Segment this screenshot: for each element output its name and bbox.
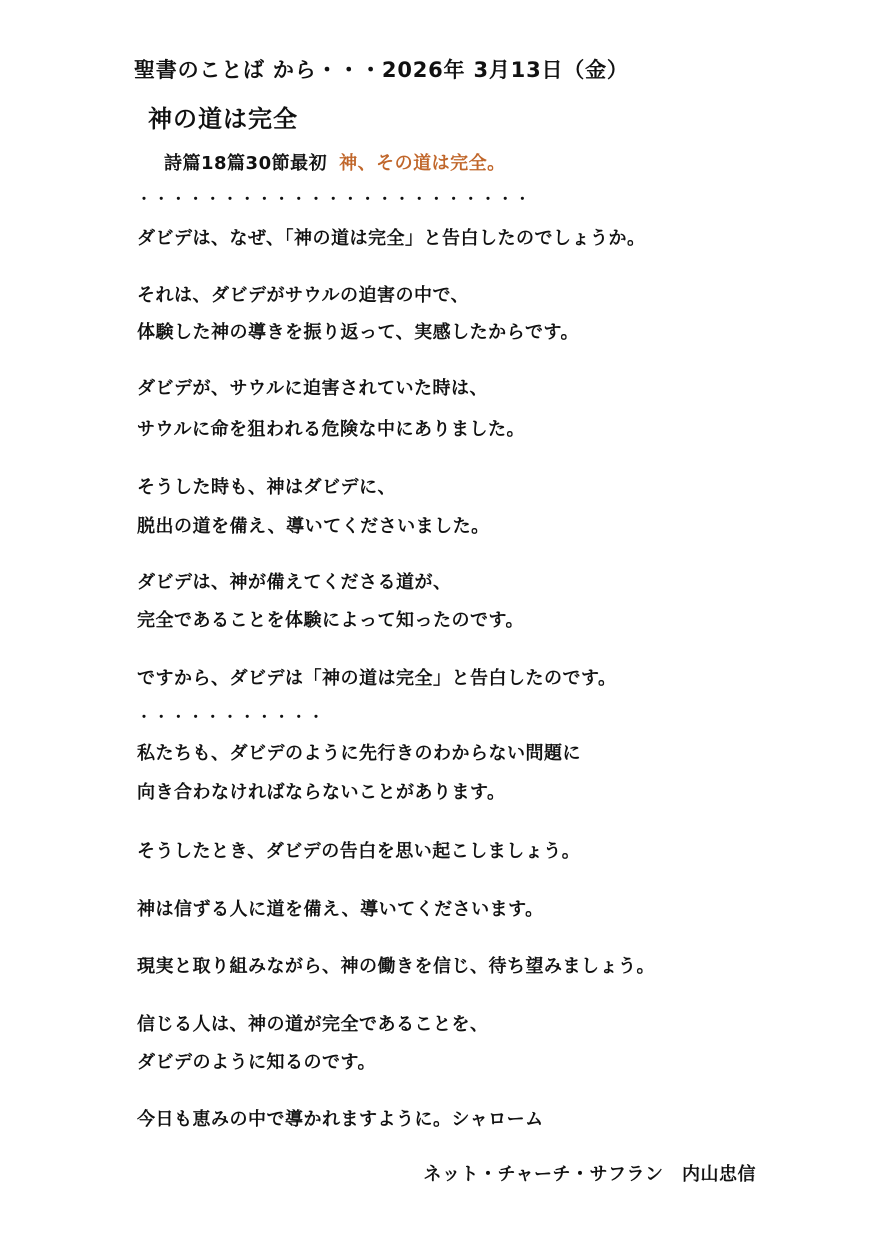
body-line-3: 体験した神の導きを振り返って、実感したからです。 <box>137 322 580 343</box>
body-line-14: 神は信ずる人に道を備え、導いてくださいます。 <box>137 899 544 920</box>
body-line-15: 現実と取り組みながら、神の働きを信じ、待ち望みましょう。 <box>137 956 655 977</box>
body-line-7: 脱出の道を備え、導いてくださいました。 <box>137 516 490 537</box>
scripture-reference-line <box>164 152 506 176</box>
body-line-9: 完全であることを体験によって知ったのです。 <box>137 610 525 631</box>
body-line-12: 向き合わなければならないことがあります。 <box>137 782 506 803</box>
page-title: 神の道は完全 <box>148 105 298 133</box>
body-line-11: 私たちも、ダビデのように先行きのわからない問題に <box>137 743 581 764</box>
body-line-8: ダビデは、神が備えてくださる道が、 <box>137 572 452 593</box>
body-line-5: サウルに命を狙われる危険な中にありました。 <box>137 419 525 440</box>
body-line-6: そうした時も、神はダビデに、 <box>137 477 396 498</box>
body-line-13: そうしたとき、ダビデの告白を思い起こしましょう。 <box>137 841 581 862</box>
separator-long: ・・・・・・・・・・・・・・・・・・・・・・・ <box>137 192 533 208</box>
body-line-1: ダビデは、なぜ、「神の道は完全」と告白したのでしょうか。 <box>137 228 646 249</box>
body-line-4: ダビデが、サウルに迫害されていた時は、 <box>137 378 488 399</box>
scripture-verse: 神、その道は完全。 <box>339 153 506 174</box>
scripture-reference: 詩篇18篇30節最初 <box>164 153 328 174</box>
author-signature: ネット・チャーチ・サフラン 内山忠信 <box>423 1164 756 1185</box>
body-line-16: 信じる人は、神の道が完全であることを、 <box>137 1014 489 1035</box>
body-line-18: 今日も恵みの中で導かれますように。シャローム <box>137 1109 544 1130</box>
body-line-2: それは、ダビデがサウルの迫害の中で、 <box>137 285 470 306</box>
separator-short: ・・・・・・・・・・・ <box>137 710 327 726</box>
body-line-10: ですから、ダビデは「神の道は完全」と告白したのです。 <box>137 668 617 689</box>
date-header: 聖書のことば から・・・2026年 3月13日（金） <box>134 58 629 82</box>
body-line-17: ダビデのように知るのです。 <box>137 1052 377 1073</box>
